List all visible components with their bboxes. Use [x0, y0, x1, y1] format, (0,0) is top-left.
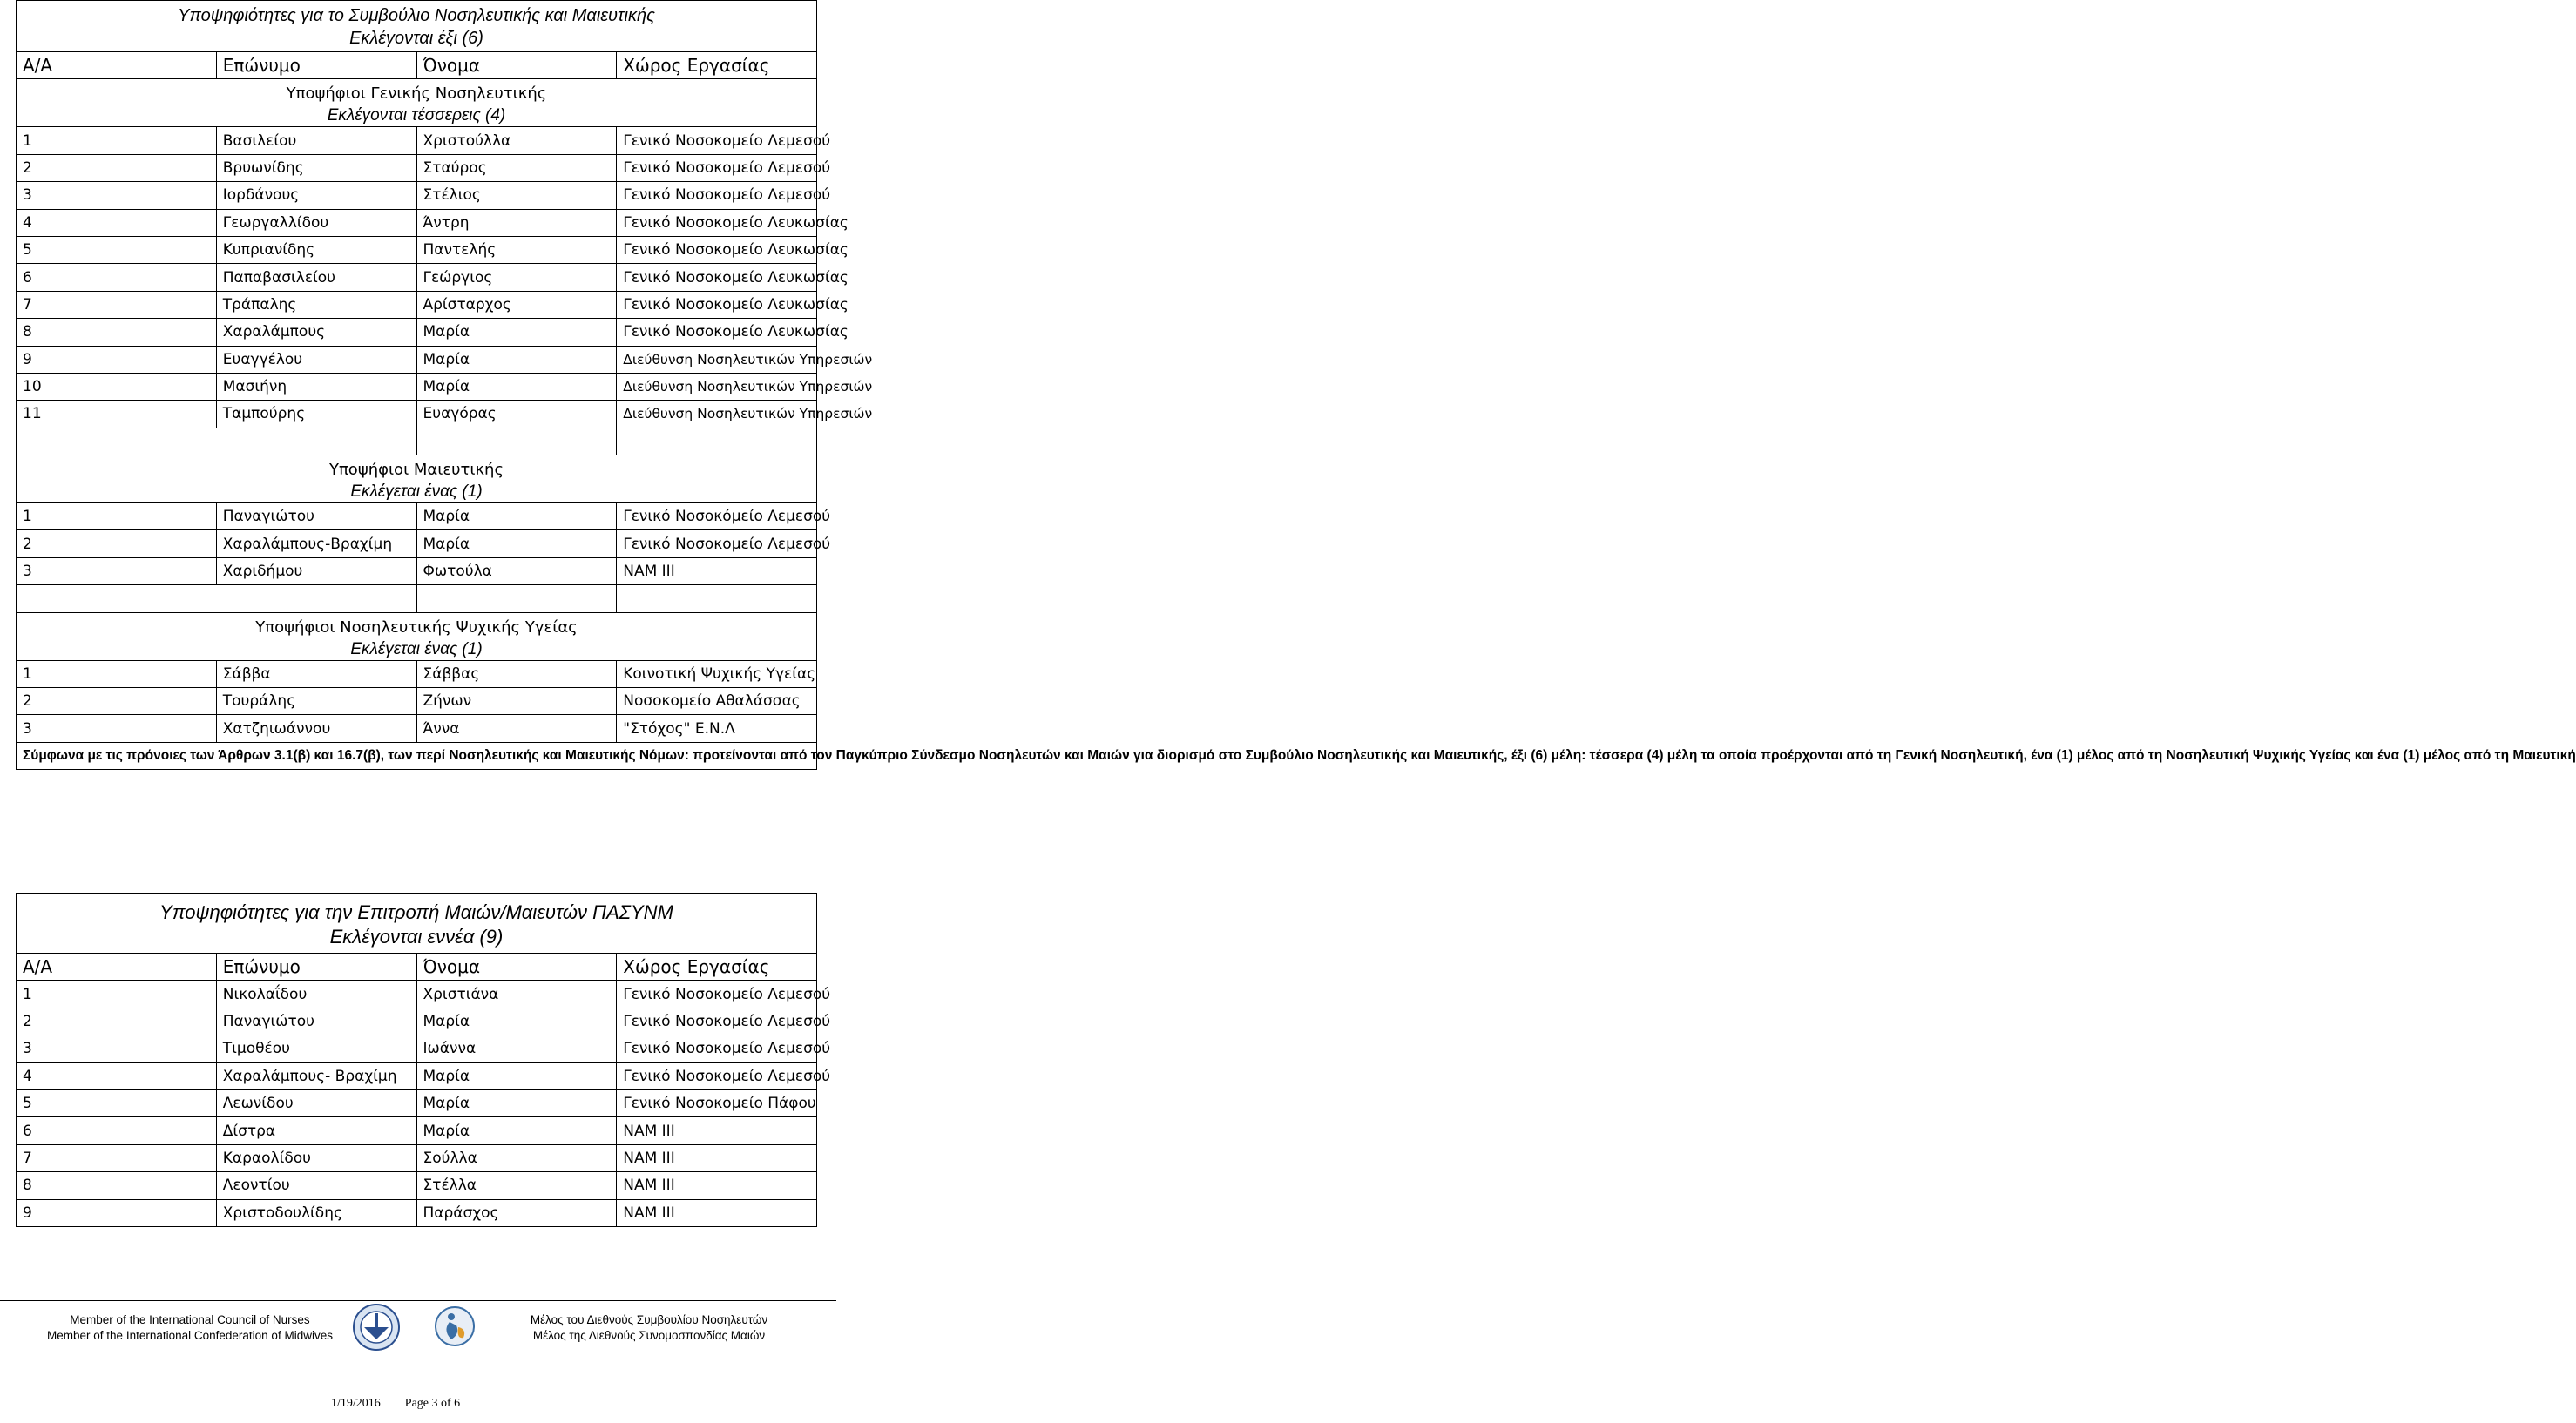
mental-elected: Εκλέγεται ένας (1): [350, 639, 483, 658]
row-number: 3: [17, 557, 217, 584]
row-number: 11: [17, 401, 217, 428]
row-name: Σταύρος: [416, 154, 617, 181]
header-workplace: Χώρος Εργασίας: [617, 52, 817, 79]
row-name: Χριστούλλα: [416, 127, 617, 154]
footer-right-line-2: Μέλος της Διεθνούς Συνομοσπονδίας Μαιών: [532, 1329, 766, 1342]
row-name: Μαρία: [416, 530, 617, 557]
row-number: 6: [17, 1117, 217, 1144]
table-row: [17, 209, 817, 236]
row-name: Ευαγόρας: [416, 401, 617, 428]
table-row: [17, 715, 817, 742]
row-surname: Τιμοθέου: [216, 1035, 416, 1062]
row-number: 9: [17, 1199, 217, 1226]
footer-left-line-1: Member of the International Council of Nurses: [70, 1313, 310, 1326]
header-workplace: Χώρος Εργασίας: [617, 954, 817, 981]
row-number: 2: [17, 530, 217, 557]
row-name: Χριστιάνα: [416, 981, 617, 1008]
row-workplace: ΝΑΜ ΙΙΙ: [617, 1117, 817, 1144]
row-name: Μαρία: [416, 1117, 617, 1144]
row-workplace: Γενικό Νοσοκομείο Πάφου: [617, 1089, 817, 1116]
table-row: [17, 530, 817, 557]
table-row: [17, 154, 817, 181]
header-name: Όνομα: [416, 52, 617, 79]
table-row: [17, 503, 817, 530]
legal-note: Σύμφωνα με τις πρόνοιες των Άρθρων 3.1(β) και 16.7(β), των περί Νοσηλευτικής και Μαιευτικής Νόμων: προτείνονται από τον Παγκύπριο Σύνδεσμο Νοσηλευτών και Μαιών για διορισμό στο Συμβούλιο Νοσηλευτικής και Μαιευτικής, έξι (6) μέλη: τέσσερα (4) μέλη τα οποία προέρχονται από τη Γενική Νοσηλευτική, ένα (1) μέλος από τη Νοσηλευτική Ψυχικής Υγείας και ένα (1) μέλος από τη Μαιευτική: [17, 742, 817, 769]
midwifery-elected: Εκλέγεται ένας (1): [350, 482, 483, 502]
empty-row: [17, 428, 817, 455]
table-row: [17, 127, 817, 154]
table-row: [17, 291, 817, 318]
committee-title-row: [17, 894, 817, 954]
row-name: Σούλλα: [416, 1144, 617, 1171]
row-number: 4: [17, 1062, 217, 1089]
table-row: [17, 1062, 817, 1089]
committee-candidates-table: [16, 893, 831, 1227]
table-row: [17, 981, 817, 1008]
row-number: 7: [17, 291, 217, 318]
row-surname: Καραολίδου: [216, 1144, 416, 1171]
row-number: 3: [17, 182, 217, 209]
table-row: [17, 1008, 817, 1035]
row-number: 2: [17, 1008, 217, 1035]
row-workplace: ΝΑΜ ΙΙΙ: [617, 1199, 817, 1226]
general-elected: Εκλέγονται τέσσερεις (4): [327, 106, 506, 125]
row-number: 1: [17, 503, 217, 530]
row-name: Γεώργιος: [416, 264, 617, 291]
row-surname: Παναγιώτου: [216, 1008, 416, 1035]
row-workplace: Γενικό Νοσοκομείο Λεμεσού: [617, 182, 817, 209]
row-workplace: Γενικό Νοσοκομείο Λεμεσού: [617, 154, 817, 181]
page-number: Page 3 of 6: [404, 1397, 461, 1410]
general-heading: [17, 79, 817, 127]
row-workplace: Γενικό Νοσοκομείο Λεμεσού: [617, 1008, 817, 1035]
row-name: Μαρία: [416, 319, 617, 346]
page-info: [331, 1397, 460, 1411]
table-row: [17, 557, 817, 584]
row-surname: Ταμπούρης: [216, 401, 416, 428]
row-workplace: Γενικό Νοσοκομείο Λεμεσού: [617, 1062, 817, 1089]
table-row: [17, 1089, 817, 1116]
row-name: Άννα: [416, 715, 617, 742]
table-row: [17, 688, 817, 715]
legal-note-row: [17, 742, 817, 769]
row-surname: Ιορδάνους: [216, 182, 416, 209]
row-surname: Βρυωνίδης: [216, 154, 416, 181]
table-row: [17, 1172, 817, 1199]
midwifery-heading: [17, 455, 817, 503]
empty-row: [17, 585, 817, 612]
row-number: 5: [17, 236, 217, 263]
row-name: Σάββας: [416, 660, 617, 687]
mental-title: Υποψήφιοι Νοσηλευτικής Ψυχικής Υγείας: [255, 617, 578, 637]
row-name: Φωτούλα: [416, 557, 617, 584]
row-name: Παράσχος: [416, 1199, 617, 1226]
council-candidates-table: [16, 0, 2576, 770]
row-workplace: Γενικό Νοσοκομείο Λευκωσίας: [617, 209, 817, 236]
row-surname: Χαραλάμπους- Βραχίμη: [216, 1062, 416, 1089]
table-row: [17, 346, 817, 373]
empty-cell: [617, 585, 817, 612]
table-row: [17, 236, 817, 263]
empty-cell: [17, 585, 417, 612]
row-surname: Παναγιώτου: [216, 503, 416, 530]
row-workplace: Γενικό Νοσοκομείο Λευκωσίας: [617, 319, 817, 346]
general-title: Υποψήφιοι Γενικής Νοσηλευτικής: [286, 84, 547, 104]
table-row: [17, 660, 817, 687]
row-number: 8: [17, 319, 217, 346]
row-name: Μαρία: [416, 1089, 617, 1116]
footer-right: [510, 1312, 788, 1344]
row-name: Ζήνων: [416, 688, 617, 715]
row-name: Ιωάννα: [416, 1035, 617, 1062]
council-title: Υποψηφιότητες για το Συμβούλιο Νοσηλευτικής και Μαιευτικής: [178, 6, 655, 25]
row-surname: Τράπαλης: [216, 291, 416, 318]
row-workplace: Γενικό Νοσοκομείο Λεμεσού: [617, 981, 817, 1008]
table-row: [17, 182, 817, 209]
empty-cell: [416, 428, 617, 455]
row-workplace: ΝΑΜ ΙΙΙ: [617, 1144, 817, 1171]
row-number: 5: [17, 1089, 217, 1116]
row-surname: Χαραλάμπους-Βραχίμη: [216, 530, 416, 557]
midwifery-heading-row: [17, 455, 817, 503]
row-workplace: Διεύθυνση Νοσηλευτικών Υπηρεσιών: [617, 401, 817, 428]
row-surname: Σάββα: [216, 660, 416, 687]
row-workplace: Γενικό Νοσοκομείο Λεμεσού: [617, 127, 817, 154]
row-surname: Χαριδήμου: [216, 557, 416, 584]
row-surname: Βασιλείου: [216, 127, 416, 154]
row-number: 6: [17, 264, 217, 291]
row-surname: Λεωνίδου: [216, 1089, 416, 1116]
row-workplace: Γενικό Νοσοκομείο Λεμεσού: [617, 530, 817, 557]
row-surname: Μασιήνη: [216, 373, 416, 400]
row-surname: Λεοντίου: [216, 1172, 416, 1199]
empty-cell: [17, 428, 417, 455]
row-name: Μαρία: [416, 346, 617, 373]
icn-logo-icon: [352, 1301, 401, 1359]
row-number: 8: [17, 1172, 217, 1199]
table-row: [17, 1117, 817, 1144]
row-number: 9: [17, 346, 217, 373]
committee-title: Υποψηφιότητες για την Επιτροπή Μαιών/Μαιευτών ΠΑΣΥΝΜ: [159, 901, 673, 923]
row-number: 2: [17, 154, 217, 181]
row-number: 1: [17, 660, 217, 687]
council-header-row: [17, 52, 817, 79]
row-surname: Δίστρα: [216, 1117, 416, 1144]
footer-left: [42, 1312, 338, 1344]
icm-logo-icon: [434, 1305, 476, 1352]
row-name: Στέλλα: [416, 1172, 617, 1199]
council-elected: Εκλέγονται έξι (6): [349, 29, 483, 48]
row-name: Στέλιος: [416, 182, 617, 209]
row-workplace: Διεύθυνση Νοσηλευτικών Υπηρεσιών: [617, 346, 817, 373]
header-name: Όνομα: [416, 954, 617, 981]
row-surname: Νικολαΐδου: [216, 981, 416, 1008]
row-surname: Γεωργαλλίδου: [216, 209, 416, 236]
table-row: [17, 319, 817, 346]
council-title-row: [17, 1, 817, 52]
table-row: [17, 1035, 817, 1062]
row-workplace: Κοινοτική Ψυχικής Υγείας: [617, 660, 817, 687]
row-name: Παντελής: [416, 236, 617, 263]
council-title-cell: [17, 1, 817, 52]
row-number: 7: [17, 1144, 217, 1171]
row-name: Μαρία: [416, 1008, 617, 1035]
midwifery-title: Υποψήφιοι Μαιευτικής: [328, 461, 504, 480]
empty-cell: [416, 585, 617, 612]
row-number: 1: [17, 981, 217, 1008]
header-surname: Επώνυμο: [216, 52, 416, 79]
row-surname: Παπαβασιλείου: [216, 264, 416, 291]
row-workplace: Γενικό Νοσοκομείο Λεμεσού: [617, 1035, 817, 1062]
empty-cell: [617, 428, 817, 455]
row-number: 1: [17, 127, 217, 154]
row-workplace: Διεύθυνση Νοσηλευτικών Υπηρεσιών: [617, 373, 817, 400]
row-surname: Χατζηιωάννου: [216, 715, 416, 742]
row-workplace: Γενικό Νοσοκομείο Λευκωσίας: [617, 236, 817, 263]
table-row: [17, 1144, 817, 1171]
footer-right-line-1: Μέλος του Διεθνούς Συμβουλίου Νοσηλευτών: [530, 1313, 768, 1326]
row-number: 2: [17, 688, 217, 715]
table-row: [17, 373, 817, 400]
row-workplace: Νοσοκομείο Αθαλάσσας: [617, 688, 817, 715]
mental-heading-row: [17, 612, 817, 660]
footer-divider: [0, 1300, 836, 1301]
table-row: [17, 264, 817, 291]
row-workplace: ΝΑΜ ΙΙΙ: [617, 557, 817, 584]
row-surname: Κυπριανίδης: [216, 236, 416, 263]
row-workplace: Γενικό Νοσοκομείο Λευκωσίας: [617, 291, 817, 318]
row-surname: Τουράλης: [216, 688, 416, 715]
row-workplace: Γενικό Νοσοκόμείο Λεμεσού: [617, 503, 817, 530]
footer-left-line-2: Member of the International Confederation of Midwives: [47, 1329, 333, 1342]
row-workplace: ΝΑΜ ΙΙΙ: [617, 1172, 817, 1199]
row-workplace: Γενικό Νοσοκομείο Λευκωσίας: [617, 264, 817, 291]
committee-title-cell: [17, 894, 817, 954]
header-surname: Επώνυμο: [216, 954, 416, 981]
row-number: 3: [17, 1035, 217, 1062]
row-number: 4: [17, 209, 217, 236]
general-heading-row: [17, 79, 817, 127]
mental-heading: [17, 612, 817, 660]
committee-header-row: [17, 954, 817, 981]
row-number: 10: [17, 373, 217, 400]
table-row: [17, 1199, 817, 1226]
header-number: Α/Α: [17, 954, 217, 981]
row-number: 3: [17, 715, 217, 742]
row-surname: Ευαγγέλου: [216, 346, 416, 373]
row-workplace: "Στόχος" Ε.Ν.Λ: [617, 715, 817, 742]
row-name: Άντρη: [416, 209, 617, 236]
header-number: Α/Α: [17, 52, 217, 79]
print-date: 1/19/2016: [331, 1397, 381, 1410]
row-name: Μαρία: [416, 503, 617, 530]
row-surname: Χαραλάμπους: [216, 319, 416, 346]
table-row: [17, 401, 817, 428]
row-surname: Χριστοδουλίδης: [216, 1199, 416, 1226]
row-name: Μαρία: [416, 373, 617, 400]
row-name: Αρίσταρχος: [416, 291, 617, 318]
committee-elected: Εκλέγονται εννέα (9): [329, 926, 504, 948]
row-name: Μαρία: [416, 1062, 617, 1089]
